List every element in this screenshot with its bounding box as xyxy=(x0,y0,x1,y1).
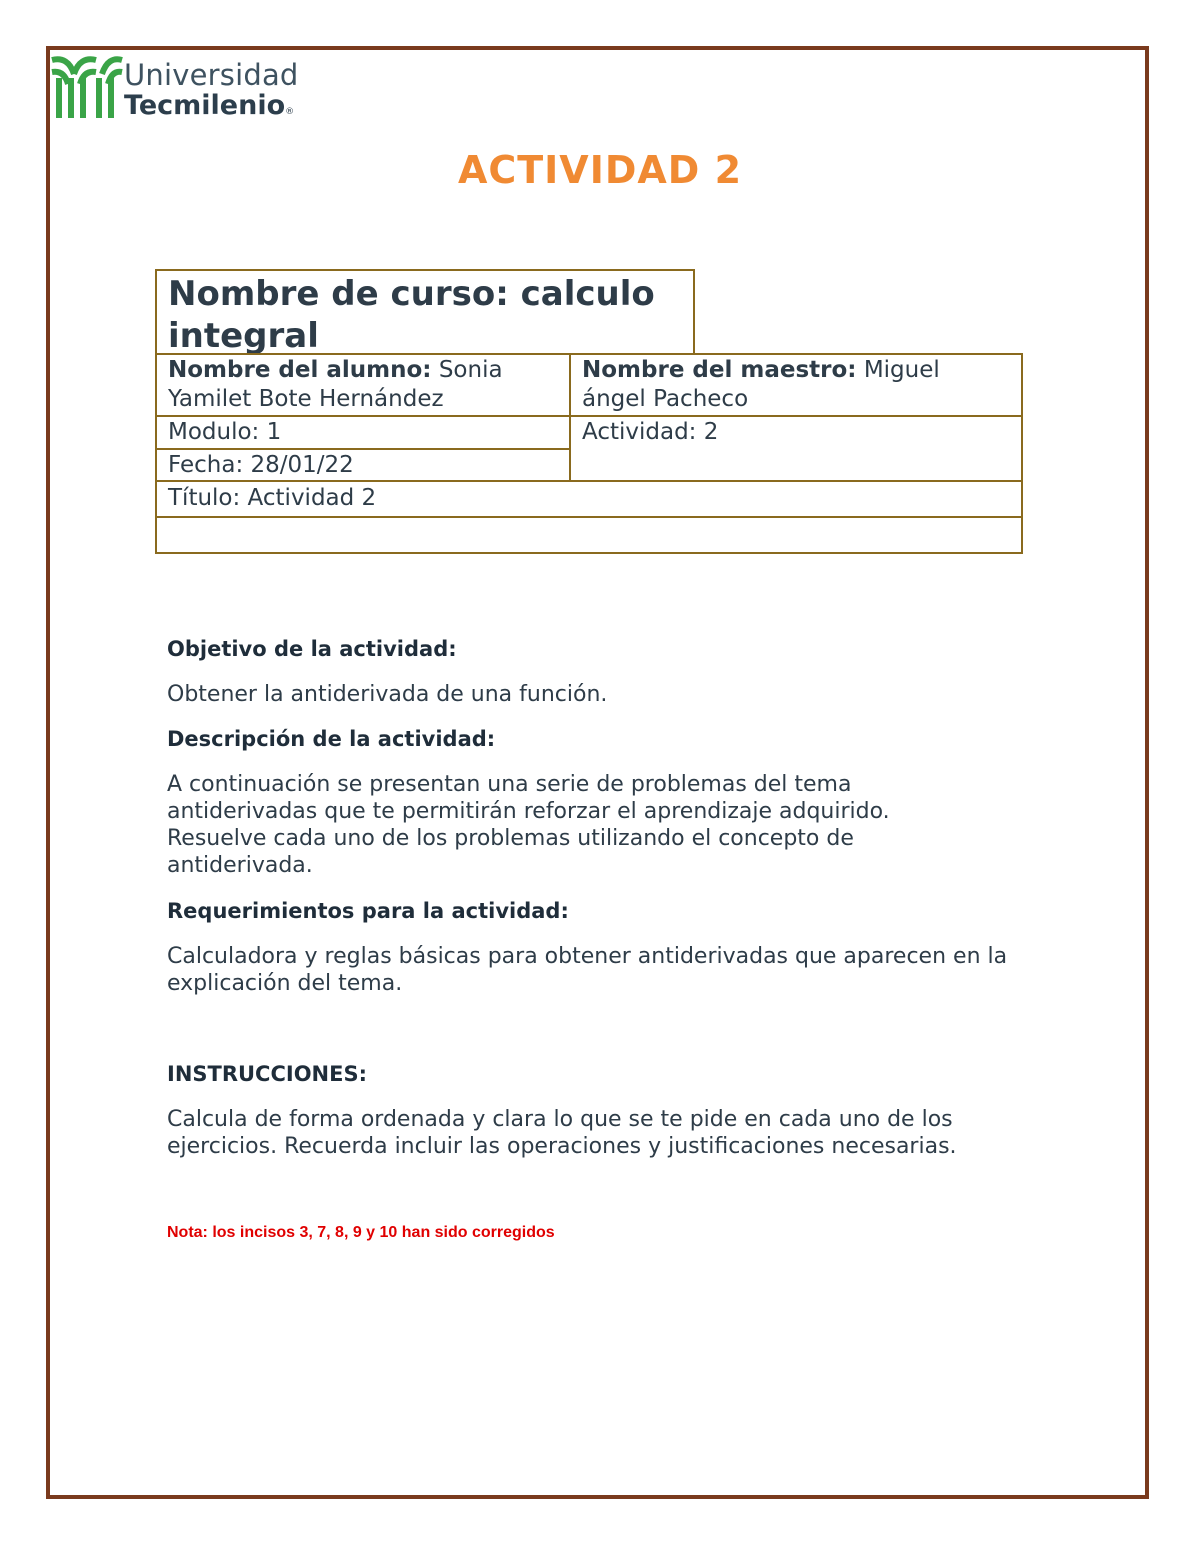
student-name xyxy=(168,356,568,414)
student-cell xyxy=(155,353,571,417)
description-heading: Descripción de la actividad: xyxy=(167,727,496,751)
objective-text: Obtener la antiderivada de una función. xyxy=(167,682,608,707)
student-label: Nombre del alumno: xyxy=(168,357,432,383)
logo-registered-mark: ® xyxy=(285,107,295,117)
course-name: Nombre de curso: calculo integral xyxy=(168,274,655,356)
date-text: Fecha: 28/01/22 xyxy=(168,452,354,478)
title-text: Título: Actividad 2 xyxy=(168,485,377,511)
teacher-cell xyxy=(569,353,1023,417)
teacher-label: Nombre del maestro: xyxy=(582,357,857,383)
logo-line-2 xyxy=(124,90,294,121)
requirements-heading: Requerimientos para la actividad: xyxy=(167,899,569,923)
empty-cell xyxy=(155,516,1023,554)
course-cell xyxy=(155,269,695,355)
title-cell xyxy=(155,480,1023,518)
objective-heading: Objetivo de la actividad: xyxy=(167,637,457,661)
module-cell xyxy=(155,415,571,450)
instructions-heading: INSTRUCCIONES: xyxy=(167,1062,367,1086)
activity-text: Actividad: 2 xyxy=(582,419,719,445)
requirements-text: Calculadora y reglas básicas para obtener antiderivadas que aparecen en la explicación del tema. xyxy=(167,944,1008,996)
activity-cell xyxy=(569,415,1023,482)
teacher-name xyxy=(582,356,1002,414)
module-text: Modulo: 1 xyxy=(168,419,282,445)
logo-line-1: Universidad xyxy=(124,58,299,92)
logo-line-2-text: Tecmilenio xyxy=(124,90,286,121)
student-value: Sonia Yamilet Bote Hernández xyxy=(168,357,503,412)
instructions-text: Calcula de forma ordenada y clara lo que se te pide en cada uno de los ejercicios. Recuerda incluir las operaciones y justificaciones necesarias. xyxy=(167,1107,957,1159)
teacher-value: Miguel ángel Pacheco xyxy=(582,357,940,412)
activity-title: ACTIVIDAD 2 xyxy=(457,148,743,192)
date-cell xyxy=(155,448,571,482)
description-text: A continuación se presentan una serie de problemas del tema antiderivadas que te permitirán reforzar el aprendizaje adquirido. Resuelve cada uno de los problemas utilizando el concepto de antiderivada. xyxy=(167,772,890,878)
corrections-note: Nota: los incisos 3, 7, 8, 9 y 10 han sido corregidos xyxy=(167,1224,555,1241)
